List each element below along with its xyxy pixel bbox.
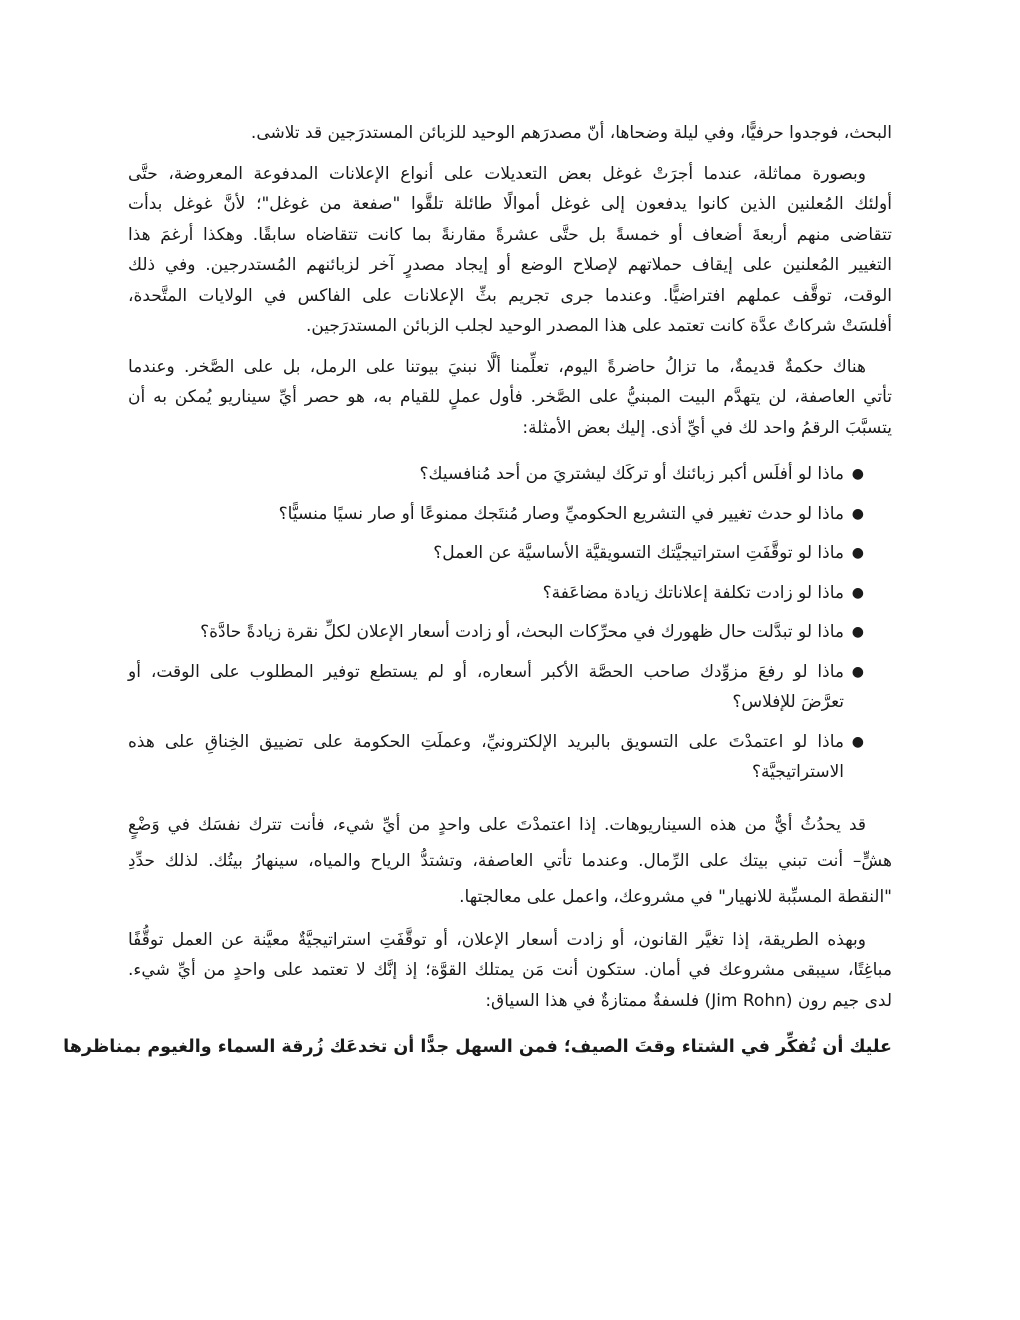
paragraph-old-wisdom: [128, 352, 892, 444]
text-line: ماذا لو رفعَ مزوِّدك صاحب الحصَّة الأكبر أسعاره، أو لم يستطع توفير المطلوب على الوقت، أو: [128, 661, 844, 682]
text-line: وبصورة مماثلة، عندما أجرَتْ غوغل بعض التعديلات على أنواع الإعلانات المدفوعة المعروضة، حتَّى: [128, 163, 866, 184]
scenario-list: [128, 459, 892, 788]
text-line: ماذا لو تبدَّلت حال ظهورك في محرِّكات البحث، أو زادت أسعار الإعلان لكلِّ نقرة زيادةً حادَّة؟: [200, 622, 844, 642]
text-line: يتسبَّبَ الرقمُ واحد لك في أيِّ أذى. إليك بعض الأمثلة:: [522, 417, 892, 438]
text-line: "النقطة المسبِّبة للانهيار" في مشروعك، واعمل على معالجتها.: [459, 886, 892, 907]
list-item: [128, 459, 866, 490]
text-line: تتقاضى منهم أربعةَ أضعاف أو خمسةً بل حتَّى عشرةً مقارنةً بما كانت تتقاضاه سابقًا. وهكذا أرغمَ هذا: [128, 224, 892, 245]
text-line: أفلسَتْ شركاتٌ عدَّة كانت تعتمد على هذا المصدر الوحيد لجلب الزبائن المستدرَجين.: [305, 316, 892, 336]
list-item: [128, 727, 866, 788]
bullet-icon: ●: [851, 733, 864, 750]
text-line: البحث، فوجدوا حرفيًّا، وفي ليلة وضحاها، أنّ مصدرَهم الوحيد للزبائن المستدرَجين قد تلاشى.: [250, 123, 892, 143]
text-line: أولئك المُعلنين الذين كانوا يدفعون إلى غوغل أموالًا طائلة تلقَّوا "صفعة من غوغل"؛ لأنَّ غوغل بدأت: [128, 194, 892, 214]
bullet-icon: ●: [851, 466, 864, 482]
bullet-icon: ●: [851, 584, 864, 601]
text-line: الوقت، توقَّف عملهم افتراضيًّا. وعندما جرى تجريم بثِّ الإعلانات على الفاكس في الولايات المتَّحدة،: [128, 285, 892, 306]
text-line: ماذا لو زادت تكلفة إعلاناتك زيادة مضاعَفة؟: [542, 582, 844, 603]
text-line: قد يحدُثُ أيٌّ من هذه السيناريوهات. إذا اعتمدْتَ على واحدٍ من أيِّ شيء، فأنت تترك نفسَك في وَضْعٍ: [128, 814, 866, 835]
list-item: [128, 499, 866, 530]
text-line: ماذا لو اعتمدْتَ على التسويق بالبريد الإلكترونيِّ، وعملَتِ الحكومة على تضييق الخِناقِ على هذه: [128, 731, 844, 752]
paragraph-google-changes: [128, 159, 892, 342]
document-page: [63, 118, 892, 1064]
text-line: وبهذه الطريقة، إذا تغيَّر القانون، أو زادت أسعار الإعلان، أو توقَّفَتِ استراتيجيَّةٌ معيَّنة عن العمل توقُّفًا: [128, 929, 866, 950]
list-item: [128, 538, 866, 569]
text-line: ماذا لو أفلَس أكبر زبائنك أو تركَك ليشتريَ من أحد مُنافسيك؟: [419, 464, 844, 484]
text-line: تعرَّضَ للإفلاس؟: [732, 692, 844, 712]
jim-rohn-quote: [63, 1030, 892, 1064]
list-item: [128, 578, 866, 609]
paragraph-scenarios-summary: [128, 807, 892, 915]
text-line: هشٍّ– أنت تبني بيتك على الرِّمال. وعندما تأتي العاصفة، وتشتدُّ الرياح والمياه، سينهارُ بيتُك. لذلك حدِّدِ: [128, 850, 892, 871]
bullet-icon: ●: [851, 505, 864, 522]
quote-line: عليك أن تُفكِّر في الشتاء وقتَ الصيف؛ فمن السهل جدًّا أن تخدعَك زُرقة السماء والغيوم بمناظرها: [63, 1037, 892, 1057]
text-line: الاستراتيجيَّة؟: [752, 762, 844, 782]
bullet-icon: ●: [851, 663, 864, 680]
bullet-icon: ●: [851, 624, 864, 640]
paragraph-safety: [128, 925, 892, 1017]
text-line: هناك حكمةٌ قديمةٌ، ما تزالُ حاضرةً اليوم، تعلِّمنا ألَّا نبنيَ بيوتنا على الرمل، بل على الصَّخر. وعندما: [128, 356, 866, 377]
list-item: [128, 617, 866, 648]
text-line: مباغِتًا، سيبقى مشروعك في أمان. ستكون أنت مَن يمتلك القوَّة؛ إذ إنَّك لا تعتمد على واحدٍ من أيِّ شيء.: [128, 960, 892, 980]
text-line: ماذا لو حدث تغيير في التشريع الحكوميِّ وصار مُنتَجك ممنوعًا أو صار نسيًا منسيًّا؟: [278, 503, 844, 524]
list-item: [128, 657, 866, 718]
bullet-icon: ●: [851, 545, 864, 561]
paragraph-continuation: [128, 118, 892, 149]
text-line: لدى جيم رون (Jim Rohn) فلسفةٌ ممتازةٌ في هذا السياق:: [485, 990, 892, 1011]
text-line: تأتي العاصفة، لن يتهدَّم البيت المبنيُّ على الصَّخر. فأول عملٍ للقيام به، هو حصر أيِّ سيناريو يُمكن به أن: [128, 387, 892, 407]
text-line: التغيير المُعلنين على إيقاف حملاتهم لإصلاح الوضع أو إيجاد مصدرٍ آخر لزبائنهم المُستدرجين. وفي ذلك: [128, 255, 892, 275]
text-line: ماذا لو توقَّفَتِ استراتيجيَّتك التسويقيَّة الأساسيَّة عن العمل؟: [433, 543, 844, 563]
